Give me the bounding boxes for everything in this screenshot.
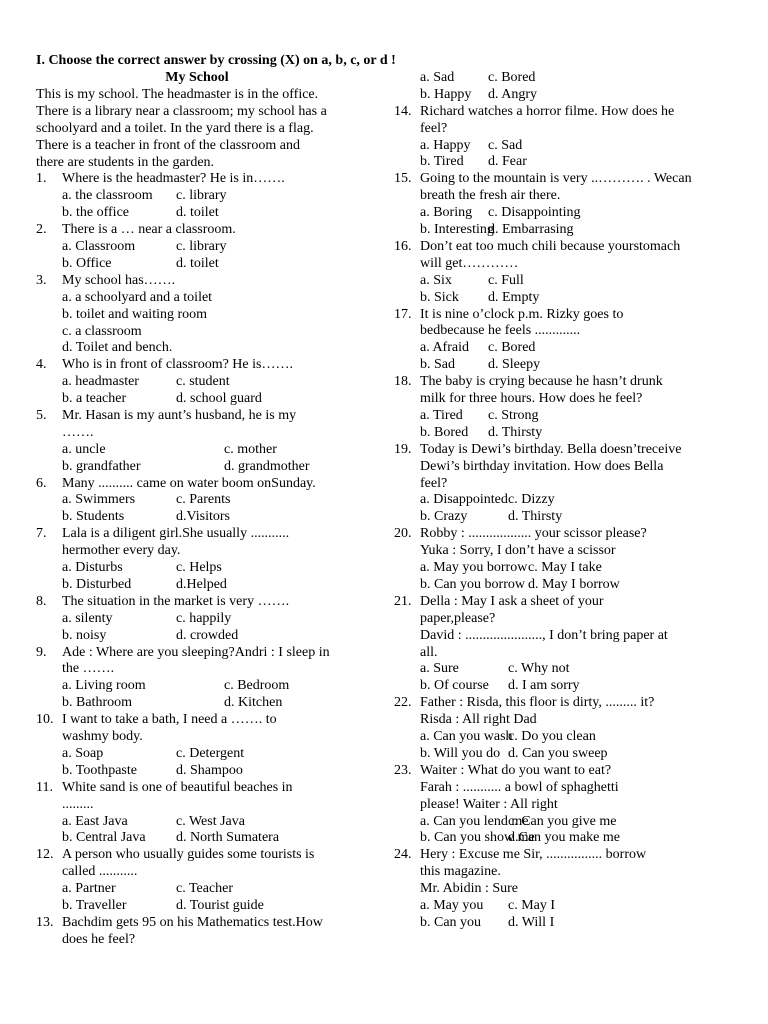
answer-option: b. a teacher (62, 391, 127, 407)
option-row (36, 492, 366, 509)
question (36, 476, 366, 493)
option-row (36, 324, 366, 341)
answer-option: b. the office (62, 205, 129, 221)
option-row (394, 273, 734, 290)
question-number: 12. (36, 847, 54, 863)
question-stem-continued: Dewi’s birthday invitation. How does Bella (420, 458, 664, 474)
answer-option: b. Happy (420, 86, 472, 102)
answer-option: c. Detergent (176, 745, 245, 761)
answer-option: c. Full (488, 272, 524, 288)
passage-line: This is my school. The headmaster is in the office. (36, 86, 319, 102)
option-row (394, 915, 734, 932)
question-stem: Hery : Excuse me Sir, ................ borrow (420, 847, 647, 863)
answer-option: d. North Sumatera (176, 830, 280, 846)
question-stem: The situation in the market is very ……. (62, 593, 290, 609)
answer-option: d. Sleepy (488, 357, 541, 373)
answer-option: d. toilet (176, 205, 219, 221)
question-stem: Where is the headmaster? He is in……. (62, 171, 285, 187)
answer-option: b. Toothpaste (62, 762, 137, 778)
answer-option: d. I am sorry (508, 678, 580, 694)
question-number: 11. (36, 779, 53, 795)
answer-option: d. Embarrasing (488, 222, 574, 238)
option-row (394, 661, 734, 678)
answer-option: d. Thirsty (508, 509, 563, 525)
question-number: 8. (36, 593, 47, 609)
answer-option: c. Can you give me (508, 813, 617, 829)
question (394, 171, 734, 205)
question-stem: Father : Risda, this floor is dirty, ......... it? (420, 695, 655, 711)
question-stem-continued: will get………… (420, 255, 519, 271)
option-row (394, 222, 734, 239)
option-row (394, 729, 734, 746)
answer-option: a. Happy (420, 137, 471, 153)
question (394, 526, 734, 560)
option-row (36, 307, 366, 324)
answer-option: c. Parents (176, 492, 231, 508)
question-stem-continued: ……. (62, 424, 94, 440)
answer-option: a. May you borrow (420, 560, 528, 576)
option-row (36, 205, 366, 222)
option-row (36, 459, 366, 476)
question-stem-continued: does he feel? (62, 931, 136, 947)
answer-option: d. Kitchen (224, 695, 283, 711)
option-row (36, 560, 366, 577)
answer-option: a. headmaster (62, 374, 139, 390)
question-number: 16. (394, 238, 412, 254)
answer-option: a. Boring (420, 205, 473, 221)
answer-option: c. Bored (488, 70, 536, 85)
answer-option: d. Shampoo (176, 762, 243, 778)
question-stem: Ade : Where are you sleeping?Andri : I sleep in (62, 644, 330, 660)
answer-option: a. Sad (420, 70, 455, 85)
answer-option: a. silenty (62, 610, 113, 626)
answer-option: a. Disappointed (420, 492, 508, 508)
answer-option: c. library (176, 188, 227, 204)
question-stem: There is a … near a classroom. (62, 222, 236, 238)
question-number: 19. (394, 441, 412, 457)
answer-option: a. the classroom (62, 188, 153, 204)
option-row (36, 695, 366, 712)
question-stem: Don’t eat too much chili because yourstomach (420, 238, 681, 254)
question-number: 18. (394, 374, 412, 390)
option-row (36, 746, 366, 763)
question (36, 526, 366, 560)
answer-option: a. East Java (62, 813, 128, 829)
question-stem-continued: Farah : ........... a bowl of sphaghetti (420, 779, 619, 795)
answer-option: b. Bored (420, 424, 469, 440)
answer-option: c. Bored (488, 340, 536, 356)
question (36, 712, 366, 746)
question-number: 22. (394, 695, 412, 711)
option-row (394, 290, 734, 307)
question-stem-continued: David : ......................, I don’t bring paper at (420, 627, 668, 643)
answer-option: b. Sick (420, 289, 459, 305)
question-number: 15. (394, 171, 412, 187)
question (36, 780, 366, 814)
question (36, 645, 366, 679)
question (394, 239, 734, 273)
answer-option: c. happily (176, 610, 232, 626)
answer-option: d. Empty (488, 289, 540, 305)
answer-option: a. Can you lend me (420, 813, 529, 829)
question (36, 171, 366, 188)
answer-option: b. Central Java (62, 830, 146, 846)
answer-option: b. grandfather (62, 458, 141, 474)
answer-option: c. Teacher (176, 881, 234, 897)
question-stem: A person who usually guides some tourists is (62, 847, 315, 863)
question-stem-continued: washmy body. (62, 729, 143, 745)
answer-option: c. Bedroom (224, 678, 290, 694)
question-number: 3. (36, 272, 47, 288)
option-row (36, 814, 366, 831)
question-stem: Robby : .................. your scissor please? (420, 526, 647, 542)
answer-option: b. Can you show me (420, 830, 535, 846)
option-row (394, 87, 734, 104)
answer-option: b. Of course (420, 678, 489, 694)
question-stem-continued: Mr. Abidin : Sure (420, 881, 519, 897)
question (394, 104, 734, 138)
answer-option: b. Traveller (62, 898, 127, 914)
answer-option: d.Helped (176, 576, 227, 592)
answer-option: b. Tired (420, 154, 464, 170)
option-row (394, 898, 734, 915)
answer-option: b. Sad (420, 357, 455, 373)
instruction-heading: I. Choose the correct answer by crossing (X) on a, b, c, or d ! (36, 53, 396, 68)
question-stem-continued: ......... (62, 796, 94, 812)
option-row (36, 256, 366, 273)
option-row (36, 239, 366, 256)
passage-line: there are students in the garden. (36, 154, 215, 170)
question-number: 7. (36, 526, 47, 542)
answer-option: c. West Java (176, 813, 245, 829)
answer-option: a. Afraid (420, 340, 469, 356)
question (394, 307, 734, 341)
question-stem-continued: hermother every day. (62, 543, 181, 559)
right-column (394, 70, 734, 932)
question (394, 847, 734, 898)
answer-option: b. Students (62, 509, 125, 525)
question-stem: I want to take a bath, I need a ……. to (62, 712, 277, 728)
passage-line: schoolyard and a toilet. In the yard there is a flag. (36, 120, 314, 136)
answer-option: d. grandmother (224, 458, 310, 474)
option-row (394, 138, 734, 155)
option-row (394, 492, 734, 509)
answer-option: a. Living room (62, 678, 146, 694)
answer-option: c. a classroom (62, 323, 142, 339)
option-row (36, 628, 366, 645)
question (36, 408, 366, 442)
question-stem: Many .......... came on water boom onSunday. (62, 475, 316, 491)
option-row (394, 408, 734, 425)
question (394, 763, 734, 814)
question-stem-continued: breath the fresh air there. (420, 188, 561, 204)
answer-option: d.Visitors (176, 509, 230, 525)
answer-option: c. student (176, 374, 230, 390)
question-stem: Lala is a diligent girl.She usually ........... (62, 526, 290, 542)
answer-option: d. Can you sweep (508, 745, 608, 761)
option-row (36, 830, 366, 847)
answer-option: c. Strong (488, 407, 539, 423)
option-row (36, 577, 366, 594)
answer-option: a. Tired (420, 407, 463, 423)
question (394, 594, 734, 662)
question-stem-continued: the ……. (62, 661, 115, 677)
question-stem-continued: all. (420, 644, 438, 660)
question-number: 1. (36, 171, 47, 187)
answer-option: b. Office (62, 255, 112, 271)
answer-option: d. Fear (488, 154, 527, 170)
answer-option: c. May I take (528, 560, 602, 576)
option-row (36, 340, 366, 357)
answer-option: c. Why not (508, 661, 570, 677)
answer-option: c. Do you clean (508, 729, 596, 745)
question-stem-continued: paper,please? (420, 610, 496, 626)
option-row (36, 391, 366, 408)
question-stem-continued: feel? (420, 475, 448, 491)
answer-option: a. Swimmers (62, 492, 136, 508)
question-stem-continued: feel? (420, 120, 448, 136)
question-stem: My school has……. (62, 272, 176, 288)
question (36, 222, 366, 239)
answer-option: a. Soap (62, 745, 104, 761)
question-number: 10. (36, 712, 54, 728)
option-row (394, 425, 734, 442)
question-stem: Della : May I ask a sheet of your (420, 593, 604, 609)
answer-option: c. Sad (488, 137, 523, 153)
answer-option: b. toilet and waiting room (62, 306, 208, 322)
passage-line: There is a teacher in front of the classroom and (36, 137, 300, 153)
question-number: 23. (394, 762, 412, 778)
left-column (36, 70, 366, 949)
question (36, 915, 366, 949)
option-row (36, 763, 366, 780)
question-stem-continued: Risda : All right Dad (420, 712, 537, 728)
question (36, 357, 366, 374)
option-row (394, 830, 734, 847)
option-row (36, 678, 366, 695)
answer-option: a. May you (420, 898, 484, 914)
answer-option: d. Angry (488, 86, 537, 102)
question-number: 14. (394, 103, 412, 119)
question-stem-continued: bedbecause he feels ............. (420, 323, 581, 339)
question-stem: Mr. Hasan is my aunt’s husband, he is my (62, 407, 297, 423)
answer-option: a. Partner (62, 881, 116, 897)
question-number: 6. (36, 475, 47, 491)
answer-option: d. Tourist guide (176, 898, 264, 914)
answer-option: d. May I borrow (528, 576, 620, 592)
option-row (394, 70, 734, 87)
answer-option: c. Dizzy (508, 492, 555, 508)
answer-option: d. Will I (508, 914, 555, 930)
option-row (36, 881, 366, 898)
answer-option: a. Six (420, 272, 452, 288)
option-row (394, 814, 734, 831)
answer-option: c. Disappointing (488, 205, 581, 221)
option-row (394, 560, 734, 577)
answer-option: b. Can you (420, 914, 482, 930)
answer-option: b. Crazy (420, 509, 468, 525)
question-number: 21. (394, 593, 412, 609)
option-row (36, 898, 366, 915)
option-row (394, 678, 734, 695)
question-number: 5. (36, 407, 47, 423)
question-stem: Bachdim gets 95 on his Mathematics test.How (62, 914, 323, 930)
question-number: 20. (394, 526, 412, 542)
answer-option: c. Helps (176, 560, 222, 576)
option-row (394, 154, 734, 171)
option-row (394, 509, 734, 526)
answer-option: d.Can you make me (508, 830, 620, 846)
question-number: 2. (36, 222, 47, 238)
option-row (36, 374, 366, 391)
answer-option: b. Bathroom (62, 695, 132, 711)
answer-option: b. noisy (62, 627, 107, 643)
option-row (36, 188, 366, 205)
question (36, 847, 366, 881)
question-stem-continued: milk for three hours. How does he feel? (420, 391, 643, 407)
question-stem: Waiter : What do you want to eat? (420, 762, 612, 778)
passage-line: There is a library near a classroom; my school has a (36, 103, 327, 119)
question (394, 695, 734, 729)
answer-option: c. May I (508, 898, 556, 914)
answer-option: d. school guard (176, 391, 262, 407)
answer-option: a. Disturbs (62, 560, 123, 576)
question-stem: Who is in front of classroom? He is……. (62, 357, 293, 373)
answer-option: d. toilet (176, 255, 219, 271)
question-stem-continued: please! Waiter : All right (420, 796, 558, 812)
answer-option: a. a schoolyard and a toilet (62, 289, 213, 305)
question-stem: Going to the mountain is very ..………. . Wecan (420, 171, 692, 187)
option-row (36, 442, 366, 459)
question (394, 442, 734, 493)
question (36, 273, 366, 290)
question-stem-continued: called ........... (62, 864, 138, 880)
question-stem: White sand is one of beautiful beaches in (62, 779, 293, 795)
question-number: 13. (36, 914, 54, 930)
answer-option: b. Can you borrow (420, 576, 525, 592)
question-number: 9. (36, 644, 47, 660)
question-stem: Today is Dewi’s birthday. Bella doesn’treceive (420, 441, 682, 457)
answer-option: d. Thirsty (488, 424, 543, 440)
question-stem: Richard watches a horror filme. How does he (420, 103, 675, 119)
answer-option: a. Sure (420, 661, 459, 677)
option-row (394, 746, 734, 763)
answer-option: b. Interesting (420, 222, 494, 238)
answer-option: d. Toilet and bench. (62, 340, 173, 356)
question (36, 594, 366, 611)
option-row (36, 611, 366, 628)
passage-title: My School (165, 70, 229, 85)
question-number: 4. (36, 357, 47, 373)
question-stem-continued: this magazine. (420, 864, 501, 880)
question-stem: It is nine o’clock p.m. Rizky goes to (420, 306, 624, 322)
option-row (394, 357, 734, 374)
question-stem-continued: Yuka : Sorry, I don’t have a scissor (420, 543, 616, 559)
option-row (394, 205, 734, 222)
answer-option: a. Classroom (62, 239, 136, 255)
question-number: 24. (394, 847, 412, 863)
answer-option: b. Disturbed (62, 576, 132, 592)
option-row (36, 290, 366, 307)
answer-option: b. Will you do (420, 745, 501, 761)
option-row (394, 577, 734, 594)
answer-option: d. crowded (176, 627, 239, 643)
answer-option: c. library (176, 239, 227, 255)
option-row (36, 509, 366, 526)
question (394, 374, 734, 408)
answer-option: a. uncle (62, 441, 106, 457)
answer-option: c. mother (224, 441, 277, 457)
question-stem: The baby is crying because he hasn’t drunk (420, 374, 663, 390)
answer-option: a. Can you wash (420, 729, 513, 745)
option-row (394, 340, 734, 357)
question-number: 17. (394, 306, 412, 322)
